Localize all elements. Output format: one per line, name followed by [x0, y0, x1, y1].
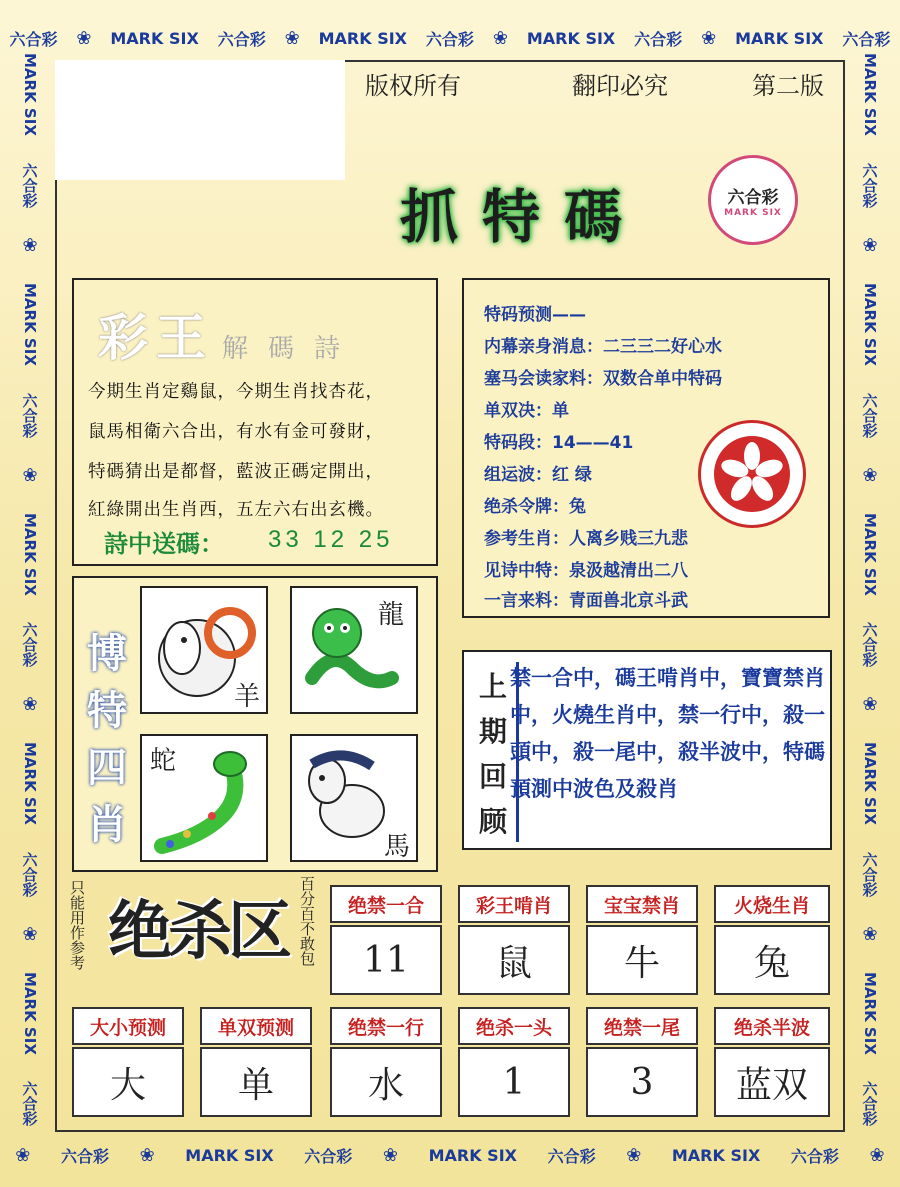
- poem-box: [72, 278, 438, 566]
- border-brand-cn: 六合彩: [20, 851, 39, 897]
- mark-six-logo: [708, 155, 798, 245]
- flower-icon: ❀: [22, 464, 38, 486]
- flower-icon: ❀: [626, 1144, 642, 1166]
- border-brand-en: MARK SIX: [861, 283, 879, 366]
- flower-icon: ❀: [284, 27, 300, 49]
- border-brand-cn: 六合彩: [860, 1081, 879, 1127]
- page-title: 抓特碼: [400, 183, 647, 251]
- bottom-border: [0, 1135, 900, 1175]
- kill-value: 单: [200, 1047, 312, 1117]
- kill-head: 彩王啃肖: [458, 885, 570, 923]
- four-animals-title-char: 博: [87, 630, 127, 677]
- logo-en: MARK SIX: [724, 207, 782, 218]
- last-period-review-box: [462, 650, 832, 850]
- top-border: [0, 18, 900, 58]
- border-brand-en: MARK SIX: [861, 512, 879, 596]
- kill-value: 鼠: [458, 925, 570, 995]
- border-brand-cn: 六合彩: [860, 851, 879, 897]
- kill-value: 11: [330, 925, 442, 995]
- poem-line: 今期生肖定鷄鼠，今期生肖找杏花，: [88, 382, 384, 402]
- kill-value: 蓝双: [714, 1047, 830, 1117]
- dragon-icon: [290, 586, 418, 714]
- reference-note: [68, 880, 85, 970]
- border-brand-en: MARK SIX: [21, 742, 39, 826]
- border-brand-cn: 六合彩: [304, 1146, 353, 1166]
- prediction-box: [462, 278, 830, 618]
- poem-title: 彩王: [98, 308, 214, 367]
- prediction-line: 内幕亲身消息：二三三二好心水: [484, 337, 722, 357]
- border-brand-en: MARK SIX: [861, 742, 879, 826]
- kill-value: 1: [458, 1047, 570, 1117]
- prediction-line: 单双决：单: [484, 401, 569, 421]
- border-brand-en: MARK SIX: [318, 28, 408, 48]
- prediction-line: 特码预测——: [484, 305, 586, 325]
- poem-line: 特碼猜出是都督，藍波正碼定開出，: [88, 462, 384, 482]
- poem-line: 鼠馬相衛六合出，有水有金可發財，: [88, 422, 384, 442]
- kill-head: 绝禁一合: [330, 885, 442, 923]
- kill-value: 兔: [714, 925, 830, 995]
- flower-icon: ❀: [382, 1144, 398, 1166]
- animal-name: 龍: [378, 600, 405, 630]
- sheep-icon: [140, 586, 268, 714]
- border-brand-cn: 六合彩: [842, 29, 891, 49]
- four-animals-title-char: 四: [87, 744, 127, 791]
- border-brand-en: MARK SIX: [185, 1145, 274, 1165]
- review-text: 禁一合中，碼王啃肖中，寶寶禁肖中，火燒生肖中，禁一行中，殺一頭中，殺一尾中，殺半波中，特碼預測中波色及殺肖: [510, 666, 825, 801]
- animal-name: 羊: [234, 682, 261, 712]
- border-brand-en: MARK SIX: [428, 1145, 517, 1165]
- right-border: [850, 40, 890, 1140]
- review-label-char: 期: [478, 714, 507, 748]
- prediction-line: 组运波：红 绿: [484, 465, 592, 485]
- border-brand-en: MARK SIX: [21, 971, 39, 1055]
- border-brand-cn: 六合彩: [860, 622, 879, 668]
- flower-icon: ❀: [139, 1144, 155, 1166]
- kill-head: 绝禁一尾: [586, 1007, 698, 1045]
- prediction-line: 绝杀令牌：兔: [484, 497, 586, 517]
- kill-value: 大: [72, 1047, 184, 1117]
- border-brand-en: MARK SIX: [110, 28, 199, 48]
- flower-icon: ❀: [22, 235, 38, 257]
- kill-value: 牛: [586, 925, 698, 995]
- border-brand-cn: 六合彩: [790, 1146, 839, 1166]
- animal-name: 蛇: [150, 746, 177, 776]
- border-brand-en: MARK SIX: [526, 28, 616, 48]
- four-animals-title-char: 肖: [87, 801, 127, 848]
- kill-head: 宝宝禁肖: [586, 885, 698, 923]
- blank-area: [55, 60, 345, 180]
- flower-icon: ❀: [15, 1144, 31, 1166]
- flower-icon: ❀: [862, 923, 878, 945]
- flower-icon: ❀: [492, 27, 508, 49]
- no-reprint-text: 翻印必究: [572, 72, 668, 100]
- poem-line: 紅綠開出生肖西，五左六右出玄機。: [88, 500, 384, 520]
- border-brand-cn: 六合彩: [20, 392, 39, 438]
- border-brand-cn: 六合彩: [425, 29, 474, 49]
- border-brand-cn: 六合彩: [547, 1146, 596, 1166]
- flower-icon: ❀: [701, 27, 717, 49]
- prediction-line: 特码段：14——41: [484, 433, 634, 453]
- animal-name: 馬: [384, 832, 411, 862]
- border-brand-en: MARK SIX: [671, 1145, 761, 1165]
- kill-head: 绝杀一头: [458, 1007, 570, 1045]
- review-label-char: 顾: [478, 804, 507, 838]
- flower-icon: ❀: [862, 464, 878, 486]
- reference-note-text: 只能用作参考: [68, 880, 86, 970]
- logo-cn: 六合彩: [727, 187, 779, 208]
- horse-icon: [290, 734, 418, 862]
- flower-icon: ❀: [22, 694, 38, 716]
- flower-icon: ❀: [862, 235, 878, 257]
- review-label-char: 上: [478, 669, 507, 703]
- four-animals-box: [72, 576, 438, 872]
- border-brand-cn: 六合彩: [634, 29, 683, 49]
- prediction-line: 见诗中特：泉汲越清出二八: [484, 561, 688, 581]
- flower-icon: ❀: [862, 694, 878, 716]
- kill-head: 单双预测: [200, 1007, 312, 1045]
- kill-zone-title: 绝杀区: [108, 895, 288, 969]
- no-guarantee-note: [298, 876, 315, 966]
- snake-icon: [140, 734, 268, 862]
- border-brand-en: MARK SIX: [21, 53, 39, 137]
- prediction-line: 参考生肖：人离乡贱三九悲: [484, 529, 688, 549]
- review-label-char: 回: [478, 759, 507, 793]
- border-brand-en: MARK SIX: [735, 28, 824, 48]
- four-animals-title: [82, 622, 132, 850]
- border-brand-en: MARK SIX: [21, 512, 39, 596]
- border-brand-cn: 六合彩: [20, 1081, 39, 1127]
- poem-gift-label: 詩中送碼：: [104, 529, 224, 558]
- flower-icon: ❀: [76, 27, 92, 49]
- border-brand-cn: 六合彩: [20, 622, 39, 668]
- border-brand-cn: 六合彩: [217, 29, 266, 49]
- border-brand-en: MARK SIX: [21, 283, 39, 366]
- poem-subtitle: 解碼詩: [222, 334, 361, 364]
- kill-value: 3: [586, 1047, 698, 1117]
- border-brand-cn: 六合彩: [60, 1146, 109, 1166]
- border-brand-cn: 六合彩: [860, 163, 879, 209]
- no-guarantee-note-text: 百分百不敢包: [298, 876, 316, 966]
- border-brand-en: MARK SIX: [861, 971, 879, 1055]
- kill-value: 水: [330, 1047, 442, 1117]
- four-animals-title-char: 特: [87, 687, 127, 734]
- kill-head: 绝禁一行: [330, 1007, 442, 1045]
- flower-icon: ❀: [869, 1144, 885, 1166]
- border-brand-cn: 六合彩: [9, 29, 58, 49]
- border-brand-cn: 六合彩: [860, 392, 879, 438]
- border-brand-cn: 六合彩: [20, 163, 39, 209]
- prediction-line: 一言来料：青面兽北京斗武: [484, 591, 688, 611]
- prediction-line: 塞马会读家料：双数合单中特码: [484, 369, 722, 389]
- left-border: [10, 40, 50, 1140]
- copyright-text: 版权所有: [365, 72, 461, 100]
- kill-head: 绝杀半波: [714, 1007, 830, 1045]
- border-brand-en: MARK SIX: [861, 53, 879, 137]
- bauhinia-seal-icon: [698, 420, 806, 528]
- kill-head: 大小预测: [72, 1007, 184, 1045]
- edition-text: 第二版: [752, 72, 824, 100]
- poem-gift-numbers: 33 12 25: [268, 526, 394, 553]
- kill-head: 火烧生肖: [714, 885, 830, 923]
- flower-icon: ❀: [22, 923, 38, 945]
